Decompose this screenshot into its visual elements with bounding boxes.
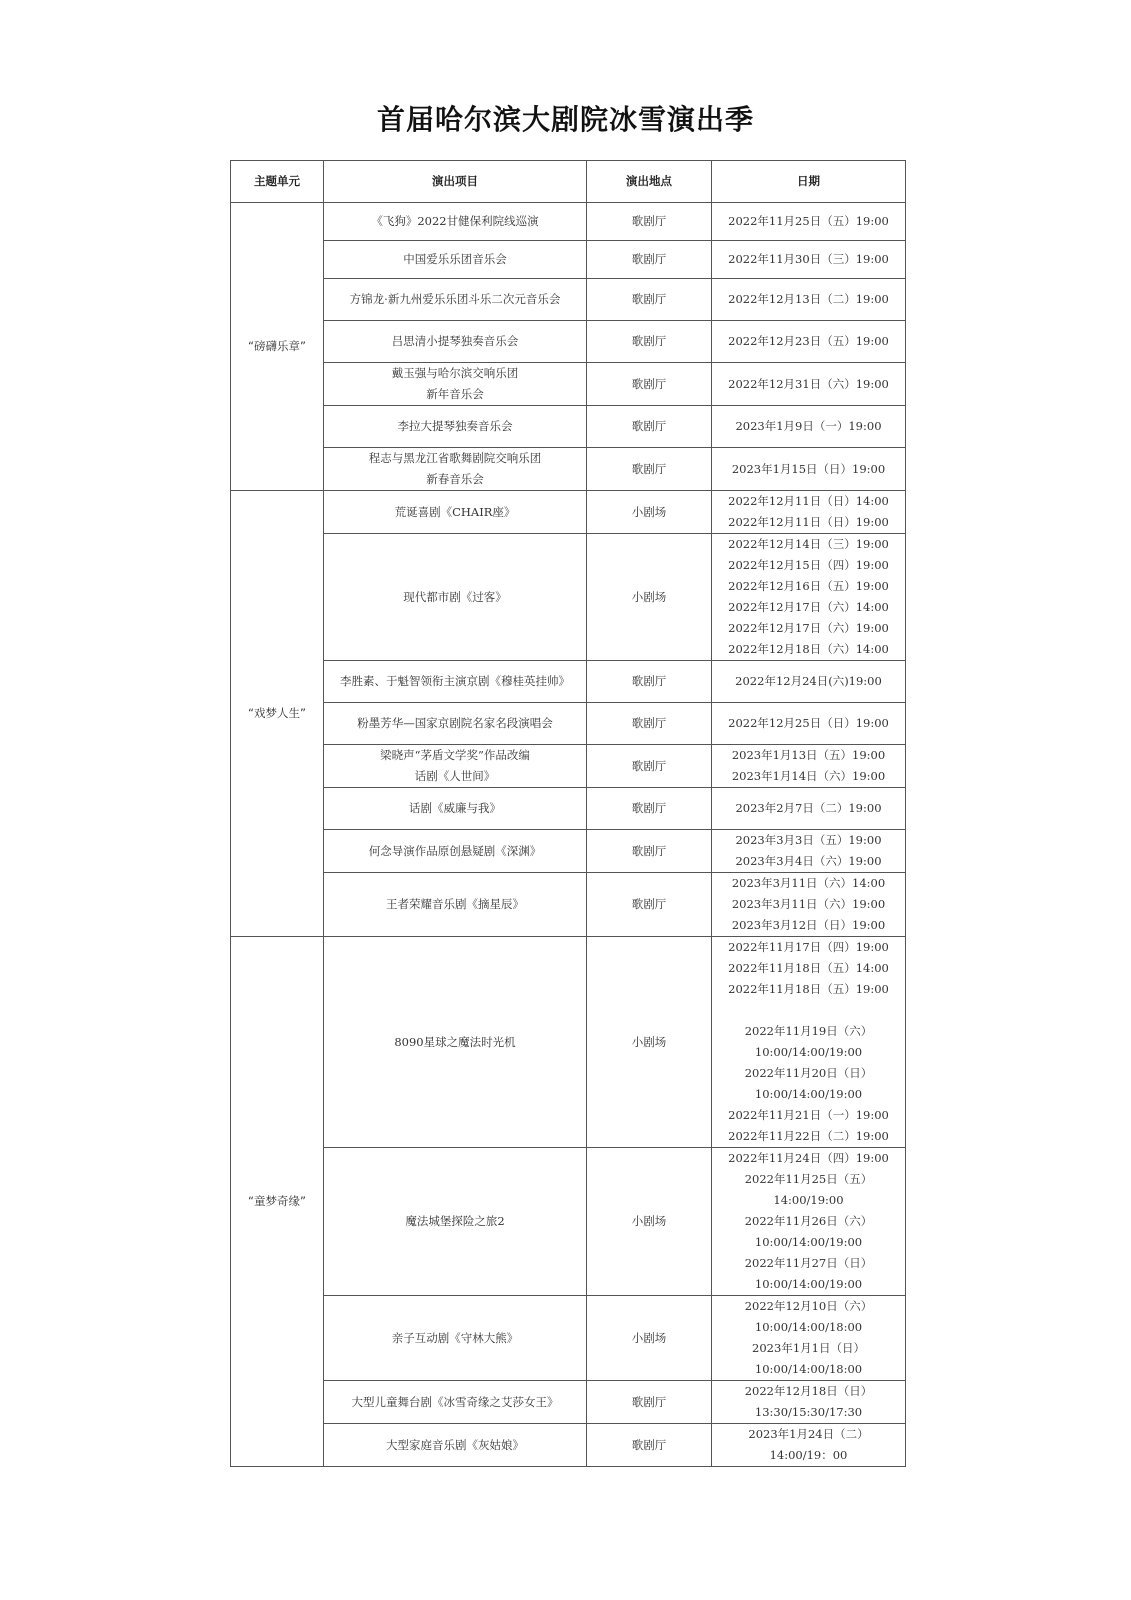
program-line: 亲子互动剧《守林大熊》	[391, 1330, 519, 1345]
date-line: 2023年3月11日（六）19:00	[731, 897, 886, 911]
program-cell	[324, 873, 587, 937]
date-cell	[712, 1148, 906, 1296]
table-row	[231, 1424, 906, 1467]
venue-cell: 歌剧厅	[587, 703, 712, 745]
program-line: 李胜素、于魁智领衔主演京剧《穆桂英挂帅》	[340, 674, 570, 688]
program-line: 吕思清小提琴独奏音乐会	[391, 334, 519, 348]
venue-cell: 歌剧厅	[587, 203, 712, 241]
date-line: 2023年1月9日（一）19:00	[735, 419, 882, 433]
date-cell	[712, 363, 906, 406]
date-line: 2023年1月15日（日）19:00	[731, 461, 886, 476]
date-cell	[712, 491, 906, 534]
date-line: 2022年11月25日（五）19:00	[728, 214, 889, 228]
date-cell	[712, 1424, 906, 1467]
program-cell	[324, 491, 587, 534]
date-line: 2022年11月24日（四）19:00	[728, 1151, 889, 1165]
date-line: 2023年1月1日（日）	[752, 1341, 865, 1355]
date-line: 2022年12月13日（二）19:00	[728, 292, 889, 306]
date-cell	[712, 873, 906, 937]
date-line: 14:00/19：00	[769, 1448, 848, 1462]
date-cell	[712, 1296, 906, 1381]
program-line: 新年音乐会	[426, 387, 484, 401]
table-row	[231, 321, 906, 363]
date-line: 10:00/14:00/18:00	[754, 1320, 863, 1334]
venue-cell: 歌剧厅	[587, 661, 712, 703]
program-cell	[324, 448, 587, 491]
venue-cell: 歌剧厅	[587, 873, 712, 937]
date-line: 2022年11月30日（三）19:00	[728, 252, 889, 266]
venue-cell: 歌剧厅	[587, 241, 712, 279]
date-line: 2022年12月16日（五）19:00	[728, 579, 889, 593]
program-line: 话剧《人世间》	[414, 769, 496, 783]
program-cell	[324, 534, 587, 661]
theme-cell: “童梦奇缘”	[231, 937, 324, 1467]
date-line: 2022年11月27日（日）	[744, 1256, 873, 1270]
date-line: 10:00/14:00/19:00	[754, 1087, 863, 1101]
venue-cell: 小剧场	[587, 1148, 712, 1296]
venue-cell: 歌剧厅	[587, 1381, 712, 1424]
program-line: 方锦龙·新九州爱乐乐团斗乐二次元音乐会	[349, 292, 561, 306]
table-row	[231, 1296, 906, 1381]
program-cell	[324, 321, 587, 363]
program-line: 王者荣耀音乐剧《摘星辰》	[386, 897, 524, 911]
program-line: 李拉大提琴独奏音乐会	[397, 419, 513, 433]
schedule-table	[230, 160, 906, 1467]
date-line: 2022年11月26日（六）	[744, 1214, 873, 1228]
date-line: 2022年12月17日（六）19:00	[728, 621, 889, 635]
program-line: 大型儿童舞台剧《冰雪奇缘之艾莎女王》	[351, 1394, 559, 1409]
program-line: 粉墨芳华—国家京剧院名家名段演唱会	[357, 716, 553, 730]
table-row	[231, 363, 906, 406]
date-cell	[712, 406, 906, 448]
program-cell	[324, 279, 587, 321]
date-cell	[712, 279, 906, 321]
venue-cell: 小剧场	[587, 534, 712, 661]
date-line: 13:30/15:30/17:30	[754, 1405, 863, 1419]
table-row	[231, 491, 906, 534]
table-row	[231, 279, 906, 321]
date-cell	[712, 321, 906, 363]
date-line: 2022年12月31日（六）19:00	[728, 376, 889, 391]
date-cell	[712, 788, 906, 830]
program-line: 梁晓声“茅盾文学奖”作品改编	[380, 748, 530, 762]
date-line: 2022年12月11日（日）14:00	[728, 494, 889, 508]
header-date: 日期	[712, 161, 906, 203]
table-row	[231, 534, 906, 661]
table-row	[231, 745, 906, 788]
table-row	[231, 703, 906, 745]
table-row	[231, 1148, 906, 1296]
venue-cell: 歌剧厅	[587, 406, 712, 448]
date-line: 2023年3月3日（五）19:00	[735, 833, 882, 847]
program-line: 何念导演作品原创悬疑剧《深渊》	[368, 843, 542, 858]
program-cell	[324, 788, 587, 830]
program-line: 8090星球之魔法时光机	[394, 1034, 516, 1049]
date-cell	[712, 448, 906, 491]
venue-cell: 歌剧厅	[587, 321, 712, 363]
program-line: 魔法城堡探险之旅2	[405, 1214, 505, 1228]
date-cell	[712, 534, 906, 661]
date-line: 2022年11月20日（日）	[744, 1066, 873, 1080]
date-cell	[712, 703, 906, 745]
page-title: 首届哈尔滨大剧院冰雪演出季	[376, 103, 754, 136]
date-line: 2022年11月17日（四）19:00	[728, 940, 889, 954]
date-cell	[712, 241, 906, 279]
date-line: 2022年12月25日（日）19:00	[728, 716, 889, 730]
venue-cell: 小剧场	[587, 1296, 712, 1381]
program-cell	[324, 1381, 587, 1424]
date-line: 2022年11月18日（五）14:00	[728, 961, 889, 975]
date-line: 2023年3月12日（日）19:00	[731, 918, 886, 932]
program-cell	[324, 745, 587, 788]
date-line: 2023年3月4日（六）19:00	[735, 854, 882, 868]
program-line: 中国爱乐乐团音乐会	[403, 252, 507, 266]
date-line: 2022年12月18日（六）14:00	[728, 642, 889, 656]
date-line: 10:00/14:00/19:00	[754, 1045, 863, 1059]
date-line: 2022年12月10日（六）	[744, 1299, 873, 1313]
date-line: 2023年2月7日（二）19:00	[735, 801, 882, 815]
venue-cell: 歌剧厅	[587, 363, 712, 406]
program-cell	[324, 1296, 587, 1381]
date-cell	[712, 745, 906, 788]
venue-cell: 小剧场	[587, 491, 712, 534]
table-row	[231, 203, 906, 241]
program-line: 话剧《威廉与我》	[409, 801, 501, 815]
date-cell	[712, 937, 906, 1148]
date-line: 2022年12月11日（日）19:00	[728, 515, 889, 529]
program-cell	[324, 830, 587, 873]
header-program: 演出项目	[324, 161, 587, 203]
table-row	[231, 873, 906, 937]
program-line: 荒诞喜剧《CHAIR座》	[394, 504, 516, 519]
program-cell	[324, 703, 587, 745]
venue-cell: 歌剧厅	[587, 448, 712, 491]
date-line: 2022年12月18日（日）	[744, 1384, 873, 1398]
date-line: 2022年11月19日（六）	[744, 1024, 873, 1038]
table-row	[231, 830, 906, 873]
table-row	[231, 1381, 906, 1424]
program-cell	[324, 406, 587, 448]
venue-cell: 歌剧厅	[587, 788, 712, 830]
venue-cell: 歌剧厅	[587, 1424, 712, 1467]
table-row	[231, 937, 906, 1148]
date-cell	[712, 661, 906, 703]
date-cell	[712, 203, 906, 241]
header-row	[231, 161, 906, 203]
venue-cell: 小剧场	[587, 937, 712, 1148]
date-line: 2022年11月22日（二）19:00	[728, 1129, 889, 1143]
date-cell	[712, 830, 906, 873]
date-line: 10:00/14:00/19:00	[754, 1277, 863, 1291]
venue-cell: 歌剧厅	[587, 830, 712, 873]
theme-cell: “磅礴乐章”	[231, 203, 324, 491]
program-cell	[324, 203, 587, 241]
date-line: 10:00/14:00/18:00	[754, 1362, 863, 1376]
header-theme: 主题单元	[231, 161, 324, 203]
date-line: 2022年12月17日（六）14:00	[728, 600, 889, 614]
program-line: 程志与黑龙江省歌舞剧院交响乐团	[368, 451, 542, 465]
program-cell	[324, 241, 587, 279]
venue-cell: 歌剧厅	[587, 745, 712, 788]
date-line: 2022年11月21日（一）19:00	[728, 1108, 889, 1122]
date-line: 2022年11月18日（五）19:00	[728, 982, 889, 996]
date-line: 14:00/19:00	[773, 1193, 844, 1207]
date-line: 2023年1月14日（六）19:00	[731, 769, 886, 783]
date-line: 2022年11月25日（五）	[744, 1172, 873, 1186]
table-row	[231, 788, 906, 830]
date-line: 2022年12月14日（三）19:00	[728, 537, 889, 551]
program-cell	[324, 1424, 587, 1467]
date-line: 2023年1月13日（五）19:00	[731, 748, 886, 762]
date-line: 2022年12月15日（四）19:00	[728, 558, 889, 572]
program-line: 戴玉强与哈尔滨交响乐团	[391, 366, 519, 380]
program-cell	[324, 937, 587, 1148]
date-line: 2022年12月24日(六)19:00	[735, 674, 882, 688]
date-line: 2022年12月23日（五）19:00	[728, 334, 889, 348]
program-cell	[324, 661, 587, 703]
date-line: 10:00/14:00/19:00	[754, 1235, 863, 1249]
program-cell	[324, 1148, 587, 1296]
header-venue: 演出地点	[587, 161, 712, 203]
date-line: 2023年3月11日（六）14:00	[731, 876, 886, 890]
theme-cell: “戏梦人生”	[231, 491, 324, 937]
date-line	[712, 1000, 905, 1021]
table-row	[231, 448, 906, 491]
date-line: 2023年1月24日（二）	[748, 1427, 869, 1441]
program-line: 现代都市剧《过客》	[403, 589, 507, 604]
schedule-body	[231, 203, 906, 1467]
program-line: 大型家庭音乐剧《灰姑娘》	[386, 1437, 524, 1452]
date-cell	[712, 1381, 906, 1424]
table-row	[231, 406, 906, 448]
program-line: 新春音乐会	[426, 472, 484, 486]
venue-cell: 歌剧厅	[587, 279, 712, 321]
table-row	[231, 241, 906, 279]
table-row	[231, 661, 906, 703]
program-cell	[324, 363, 587, 406]
program-line: 《飞狗》2022甘健保利院线巡演	[371, 214, 539, 228]
